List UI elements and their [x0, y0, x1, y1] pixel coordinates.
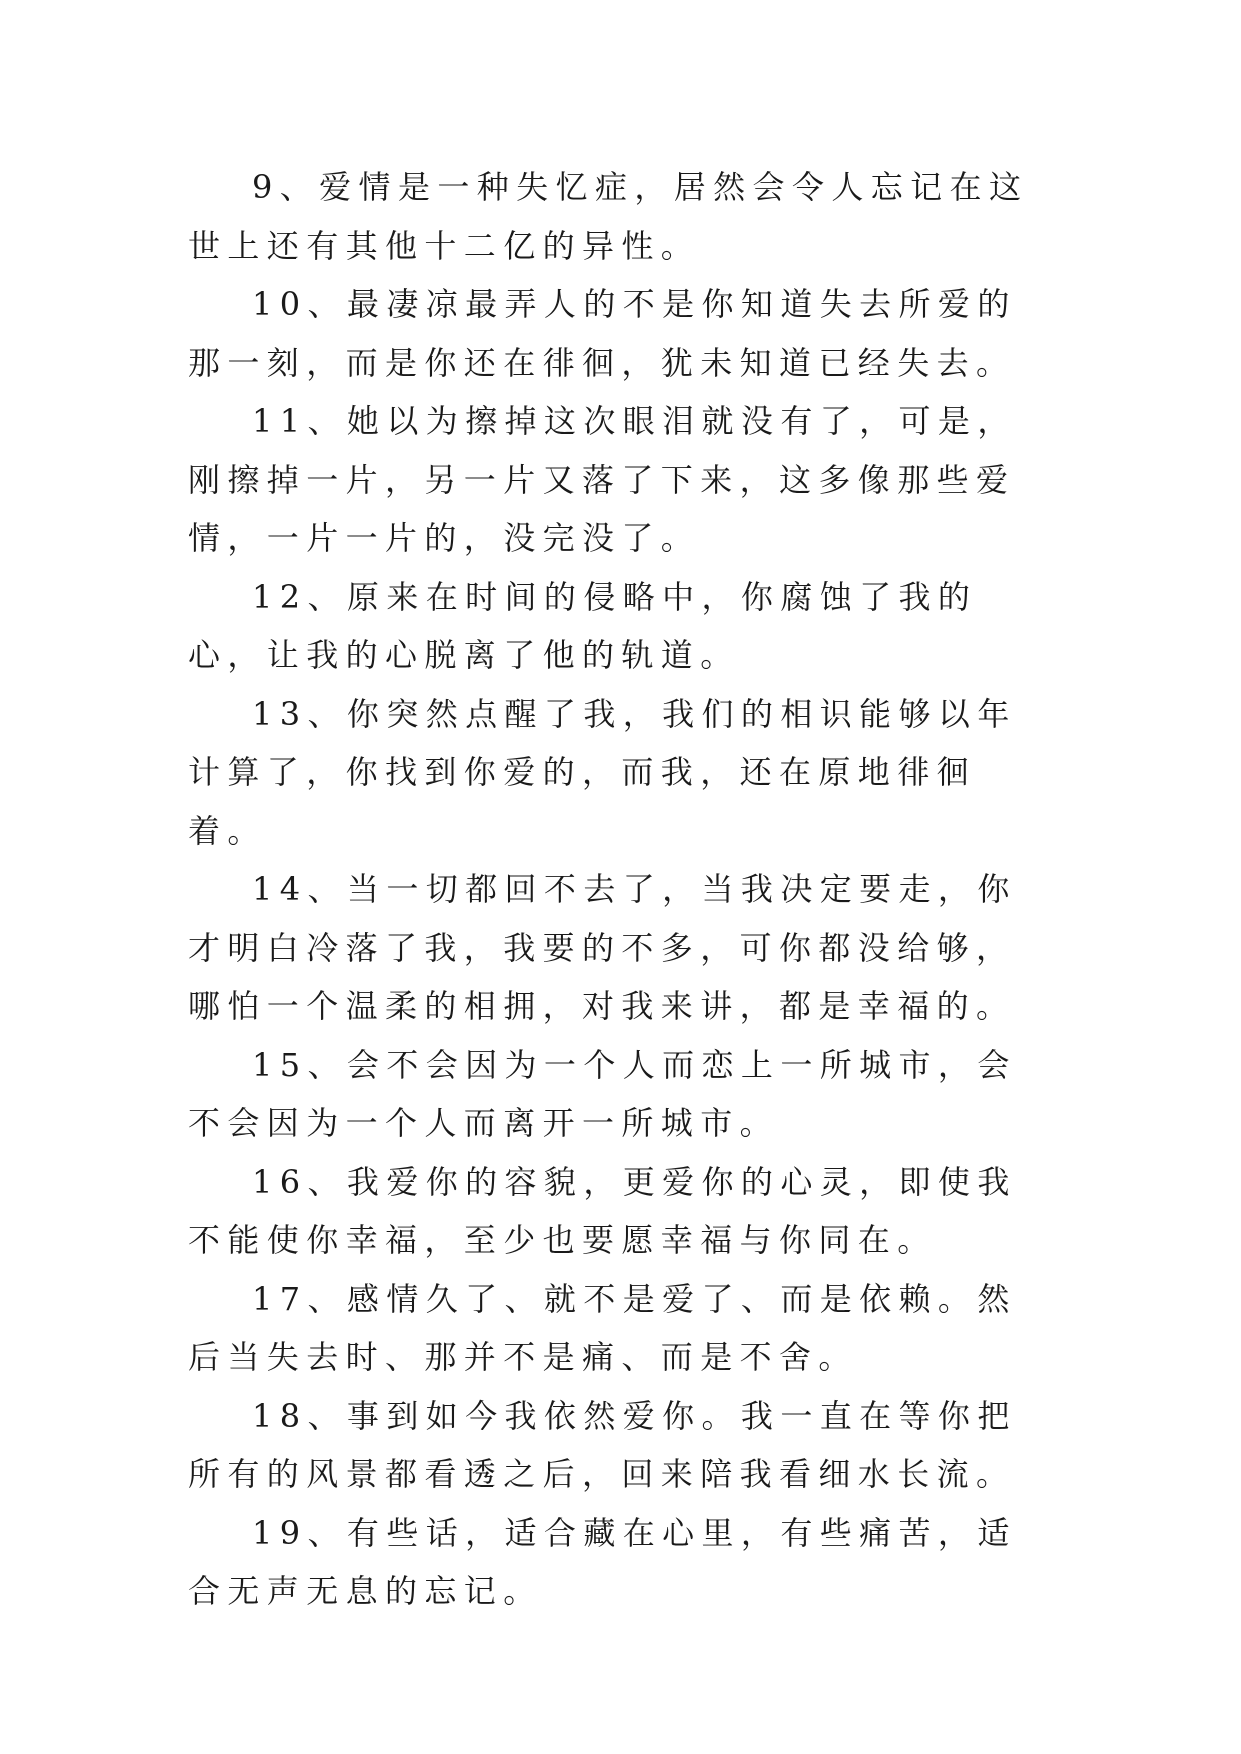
paragraph-item-19: 19、有些话，适合藏在心里，有些痛苦，适合无声无息的忘记。	[188, 1513, 1017, 1610]
paragraph-item-10: 10、最凄凉最弄人的不是你知道失去所爱的那一刻，而是你还在徘徊，犹未知道已经失去。	[188, 285, 1017, 382]
paragraph-item-16: 16、我爱你的容貌，更爱你的心灵，即使我不能使你幸福，至少也要愿幸福与你同在。	[188, 1162, 1017, 1259]
paragraph-item-11: 11、她以为擦掉这次眼泪就没有了，可是，刚擦掉一片，另一片又落了下来，这多像那些爱情，一片一片的，没完没了。	[188, 402, 1017, 557]
paragraph-item-9: 9、爱情是一种失忆症，居然会令人忘记在这世上还有其他十二亿的异性。	[188, 168, 1029, 265]
paragraph-item-15: 15、会不会因为一个人而恋上一所城市，会不会因为一个人而离开一所城市。	[188, 1045, 1017, 1142]
document-body	[188, 158, 1050, 1621]
paragraph-item-14: 14、当一切都回不去了，当我决定要走，你才明白冷落了我，我要的不多，可你都没给够，哪怕一个温柔的相拥，对我来讲，都是幸福的。	[188, 870, 1017, 1025]
paragraph-item-18: 18、事到如今我依然爱你。我一直在等你把所有的风景都看透之后，回来陪我看细水长流。	[188, 1396, 1017, 1493]
paragraph-item-17: 17、感情久了、就不是爱了、而是依赖。然后当失去时、那并不是痛、而是不舍。	[188, 1279, 1017, 1376]
paragraph-item-12: 12、原来在时间的侵略中，你腐蚀了我的心，让我的心脱离了他的轨道。	[188, 577, 978, 674]
paragraph-item-13: 13、你突然点醒了我，我们的相识能够以年计算了，你找到你爱的，而我，还在原地徘徊着。	[188, 694, 1017, 850]
